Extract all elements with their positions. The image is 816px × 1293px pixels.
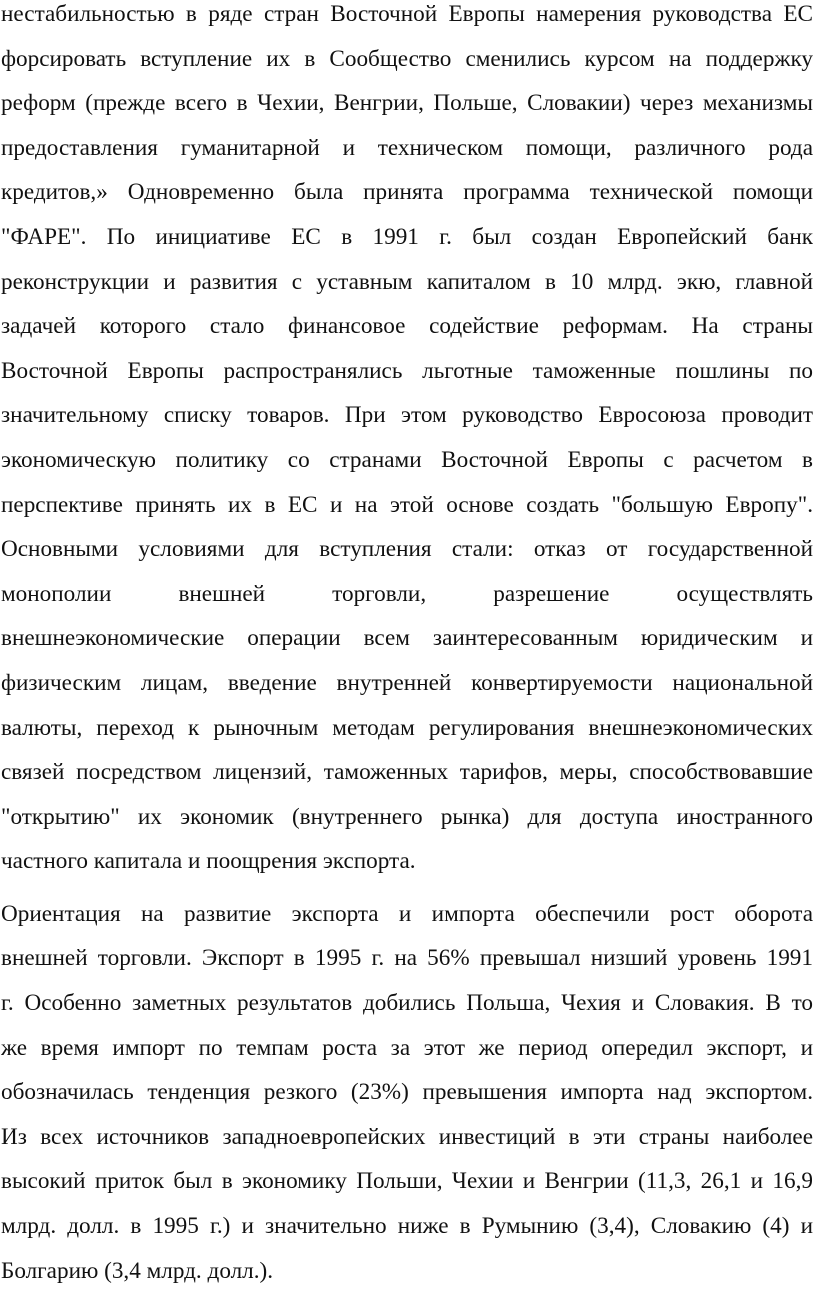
- text-line: физическим лицам, введение внутренней конвертируемости национальной: [1, 669, 813, 696]
- text-line: Ориентация на развитие экспорта и импорта обеспечили рост оборота: [1, 900, 813, 927]
- text-line: монополии внешней торговли, разрешение осуществлять: [1, 580, 813, 607]
- text-line: связей посредством лицензий, таможенных тарифов, меры, способствовавшие: [1, 759, 813, 786]
- text-line: высокий приток был в экономику Польши, Чехии и Венгрии (11,3, 26,1 и 16,9: [1, 1168, 813, 1195]
- text-line: млрд. долл. в 1995 г.) и значительно ниже в Румынию (3,4), Словакию (4) и: [1, 1213, 813, 1240]
- text-line: частного капитала и поощрения экспорта.: [1, 848, 416, 875]
- text-line: экономическую политику со странами Восточной Европы с расчетом в: [1, 446, 813, 473]
- text-line: задачей которого стало финансовое содействие реформам. На страны: [1, 313, 813, 340]
- text-line: внешнеэкономические операции всем заинтересованным юридическим и: [1, 625, 813, 652]
- text-line: г. Особенно заметных результатов добились Польша, Чехия и Словакия. В то: [1, 990, 813, 1017]
- text-line: реконструкции и развития с уставным капиталом в 10 млрд. экю, главной: [1, 268, 813, 295]
- paragraph-trade-investment: [1, 892, 813, 1293]
- text-line: значительному списку товаров. При этом руководство Евросоюза проводит: [1, 402, 813, 429]
- document-page: [1, 0, 813, 1293]
- text-line: реформ (прежде всего в Чехии, Венгрии, Польше, Словакии) через механизмы: [1, 90, 813, 117]
- text-line: Из всех источников западноевропейских инвестиций в эти страны наиболее: [1, 1123, 813, 1150]
- text-line: же время импорт по темпам роста за этот же период опередил экспорт, и: [1, 1034, 813, 1061]
- text-line: предоставления гуманитарной и техническом помощи, различного рода: [1, 134, 813, 161]
- text-line: нестабильностью в ряде стран Восточной Европы намерения руководства ЕС: [1, 1, 813, 27]
- text-line: обозначилась тенденция резкого (23%) превышения импорта над экспортом.: [1, 1079, 813, 1106]
- text-line: Болгарию (3,4 млрд. долл.).: [1, 1257, 274, 1284]
- text-line: Восточной Европы распространялись льготные таможенные пошлины по: [1, 357, 813, 384]
- text-line: Основными условиями для вступления стали: отказ от государственной: [1, 536, 813, 563]
- paragraph-eu-reforms: [1, 0, 813, 884]
- text-line: перспективе принять их в ЕС и на этой основе создать "большую Европу".: [1, 491, 813, 518]
- text-line: "ФАРЕ". По инициативе ЕС в 1991 г. был создан Европейский банк: [1, 223, 813, 250]
- text-line: внешней торговли. Экспорт в 1995 г. на 56% превышал низший уровень 1991: [1, 945, 813, 972]
- text-line: кредитов,» Одновременно была принята программа технической помощи: [1, 179, 813, 206]
- text-line: форсировать вступление их в Сообщество сменились курсом на поддержку: [1, 45, 813, 72]
- text-line: валюты, переход к рыночным методам регулирования внешнеэкономических: [1, 714, 813, 741]
- text-line: "открытию" их экономик (внутреннего рынка) для доступа иностранного: [1, 803, 813, 830]
